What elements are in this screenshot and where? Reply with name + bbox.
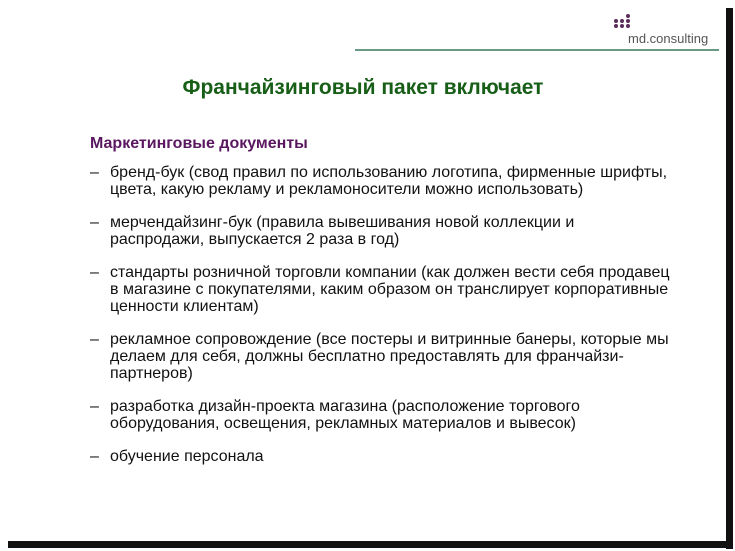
logo-dots-icon: [614, 14, 634, 30]
dash-marker: –: [90, 331, 99, 348]
dash-marker: –: [90, 264, 99, 281]
dash-marker: –: [90, 398, 99, 415]
slide-shadow-bottom: [8, 541, 733, 548]
list-item: [90, 448, 670, 465]
list-item: [90, 164, 670, 198]
list-item-text: рекламное сопровождение (все постеры и витринные банеры, которые мы делаем для себя, должны бесплатно предоставлять для франчайзи-партнеров): [110, 331, 669, 382]
section-heading: Маркетинговые документы: [90, 135, 308, 152]
dash-marker: –: [90, 214, 99, 231]
list-item: [90, 264, 670, 315]
bullet-list: [90, 164, 670, 481]
list-item: [90, 331, 670, 382]
list-item-text: обучение персонала: [110, 448, 264, 465]
list-item-text: бренд-бук (свод правил по использованию логотипа, фирменные шрифты, цвета, какую рекламу и рекламоносители можно использовать): [110, 164, 668, 198]
header-divider: [355, 49, 719, 51]
dash-marker: –: [90, 164, 99, 181]
list-item-text: разработка дизайн-проекта магазина (расположение торгового оборудования, освещения, рекламных материалов и вывесок): [110, 398, 580, 432]
list-item: [90, 398, 670, 432]
list-item-text: стандарты розничной торговли компании (как должен вести себя продавец в магазине с покупателями, каким образом он транслирует корпоративные ценности клиентам): [110, 264, 670, 315]
brand-name: md.consulting: [628, 31, 709, 46]
list-item-text: мерчендайзинг-бук (правила вывешивания новой коллекции и распродажи, выпускается 2 раза в год): [110, 214, 575, 248]
slide-shadow-right: [726, 8, 733, 549]
dash-marker: –: [90, 448, 99, 465]
slide-title: Франчайзинговый пакет включает: [182, 76, 544, 99]
list-item: [90, 214, 670, 248]
